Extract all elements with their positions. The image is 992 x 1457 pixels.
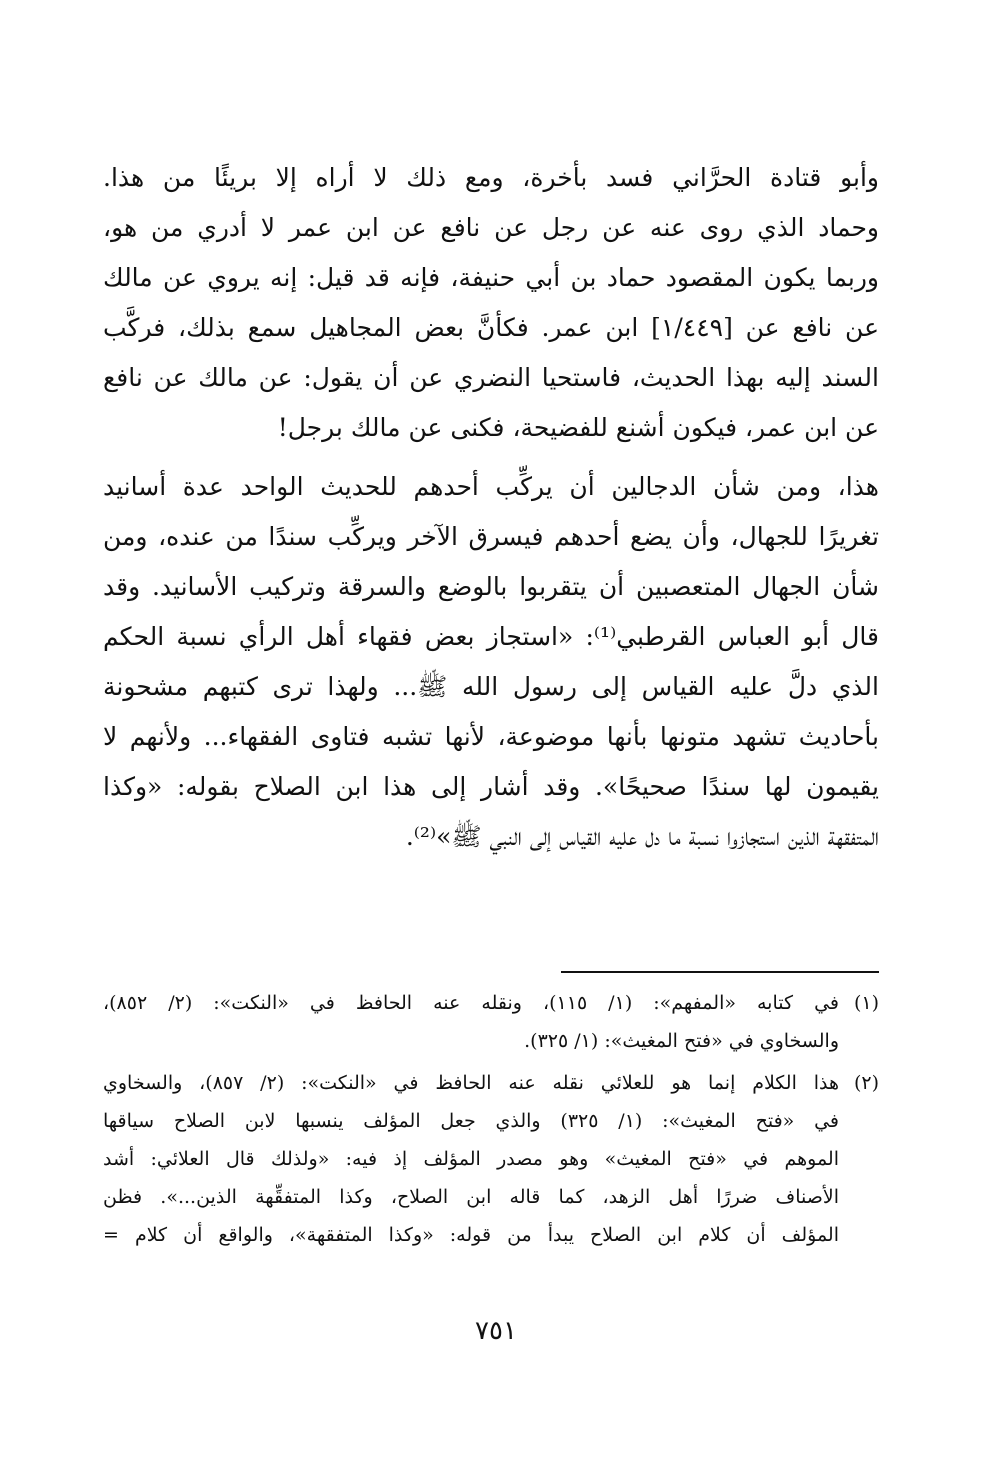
text-line: وحماد الذي روى عنه عن رجل عن نافع عن ابن عمر لا أدري من هو، (103, 213, 879, 242)
page-number: ٧٥١ (475, 1316, 517, 1346)
footnote-text: الأصناف ضررًا أهل الزهد، كما قاله ابن الصلاح، وكذا المتفقِّهة الذين...». فظن (103, 1186, 839, 1208)
footnote-indent (839, 1216, 879, 1254)
footnote-indent (839, 1140, 879, 1178)
main-text (103, 153, 879, 862)
footnote-line (103, 1102, 879, 1140)
footnote-indent (839, 1022, 879, 1060)
text-line: قال أبو العباس القرطبي⁽¹⁾: «استجاز بعض فقهاء أهل الرأي نسبة الحكم (103, 622, 879, 651)
footnote-line (103, 1178, 879, 1216)
footnotes (103, 984, 879, 1254)
paragraph-2 (103, 462, 879, 862)
paragraph-1 (103, 153, 879, 453)
footnote-marker: (١) (853, 992, 879, 1014)
text-line: عن نافع عن [١/٤٤٩] ابن عمر. فكأنَّ بعض المجاهيل سمع بذلك، فركَّب (103, 313, 880, 342)
paragraph-spacer (103, 453, 879, 462)
footnote-text: الموهم في «فتح المغيث» وهو مصدر المؤلف إذ فيه: «ولذلك قال العلائي: أشد (103, 1148, 839, 1170)
footnote-text: المؤلف أن كلام ابن الصلاح يبدأ من قوله: «وكذا المتفقهة»، والواقع أن كلام = (103, 1224, 839, 1246)
footnote-indent (839, 1102, 879, 1140)
text-line: المتفقهة الذين استجازوا نسبة ما دل عليه القياس إلى النبي ﷺ»⁽²⁾. (405, 822, 879, 851)
text-line: عن ابن عمر، فيكون أشنع للفضيحة، فكنى عن مالك برجل! (277, 413, 879, 442)
footnote-line (103, 1022, 879, 1060)
footnote-text: في «فتح المغيث»: (١/ ٣٢٥) والذي جعل المؤلف ينسبها لابن الصلاح سياقها (103, 1110, 839, 1132)
footnote-1 (103, 984, 879, 1060)
footnote-indent (839, 1178, 879, 1216)
footnote-line (103, 1064, 879, 1102)
text-line: يقيمون لها سندًا صحيحًا». وقد أشار إلى هذا ابن الصلاح بقوله: «وكذا (103, 772, 879, 801)
text-line: هذا، ومن شأن الدجالين أن يركِّب أحدهم للحديث الواحد عدة أسانيد (103, 472, 879, 501)
footnote-line (103, 984, 879, 1022)
text-line: شأن الجهال المتعصبين أن يتقربوا بالوضع والسرقة وتركيب الأسانيد. وقد (103, 572, 879, 601)
footnote-separator (561, 971, 879, 973)
footnote-marker: (٢) (853, 1072, 879, 1094)
text-line: تغريرًا للجهال، وأن يضع أحدهم فيسرق الآخر ويركِّب سندًا من عنده، ومن (103, 522, 879, 551)
footnote-text: في كتابه «المفهم»: (١/ ١١٥)، ونقله عنه الحافظ في «النكت»: (٢/ ٨٥٢)، (103, 992, 839, 1014)
text-line: الذي دلَّ عليه القياس إلى رسول الله ﷺ... ولهذا ترى كتبهم مشحونة (103, 672, 879, 701)
text-line: السند إليه بهذا الحديث، فاستحيا النضري عن أن يقول: عن مالك عن نافع (103, 363, 879, 392)
footnote-2 (103, 1064, 879, 1254)
footnote-line (103, 1140, 879, 1178)
text-line: بأحاديث تشهد متونها بأنها موضوعة، لأنها تشبه فتاوى الفقهاء... ولأنهم لا (103, 722, 879, 751)
footnote-line (103, 1216, 879, 1254)
footnote-text: هذا الكلام إنما هو للعلائي نقله عنه الحافظ في «النكت»: (٢/ ٨٥٧)، والسخاوي (103, 1072, 839, 1094)
text-line: وربما يكون المقصود حماد بن أبي حنيفة، فإنه قد قيل: إنه يروي عن مالك (103, 263, 879, 292)
text-line: وأبو قتادة الحرَّاني فسد بأخرة، ومع ذلك لا أراه إلا بريئًا من هذا. (103, 163, 879, 192)
footnote-text: والسخاوي في «فتح المغيث»: (١/ ٣٢٥). (524, 1030, 839, 1052)
